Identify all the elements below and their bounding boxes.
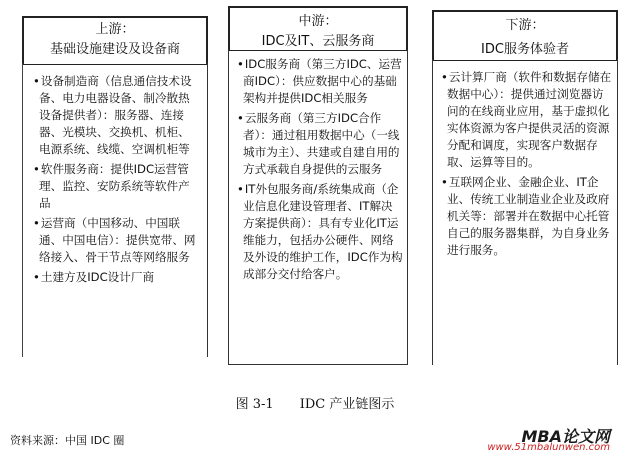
- midstream-body: [228, 50, 408, 365]
- upstream-header: [22, 16, 208, 65]
- midstream-item: • IT外包服务商/系统集成商（企业信息化建设管理者、IT解决方案提供商）：具有专业化IT运维能力，包括办公硬件、网络及外设的维护工作，IDC作为构成部分交付给客户。: [237, 181, 403, 283]
- upstream-item: • 设备制造商（信息通信技术设备、电力电器设备、制冷散热设备提供者）：服务器、连接器、光模块、交换机、机柜、电源系统、线缆、空调机柜等: [33, 73, 201, 158]
- downstream-header: [432, 10, 618, 61]
- downstream-item: • 互联网企业、金融企业、IT企业、传统工业制造业企业及政府机关等：部署并在数据中心托管自己的服务器集群，为自身业务进行服务。: [441, 174, 613, 259]
- midstream-header: [228, 6, 408, 51]
- figure-caption: 图 3-1 IDC 产业链图示: [235, 397, 395, 412]
- midstream-item: • 云服务商（第三方IDC合作者）：通过租用数据中心（一线城市为主）、共建或自建自用的方式承载自身提供的云服务: [237, 110, 403, 178]
- downstream-item: • 云计算厂商（软件和数据存储在数据中心）：提供通过浏览器访问的在线商业应用，基于虚拟化实体资源为客户提供灵活的资源分配和调度，实现客户数据存取、运算等目的。: [441, 69, 613, 171]
- downstream-title: 下游：: [505, 18, 545, 33]
- upstream-subtitle: 基础设施建设及设备商: [49, 42, 180, 57]
- upstream-item: • 运营商（中国移动、中国联通、中国电信）：提供宽带、网络接入、骨干节点等网络服务: [33, 215, 201, 266]
- midstream-subtitle: IDC及IT、云服务商: [261, 34, 375, 49]
- downstream-subtitle: IDC服务体验者: [481, 42, 569, 57]
- upstream-body: [22, 63, 208, 357]
- upstream-item: • 土建方及IDC设计厂商: [33, 269, 201, 286]
- midstream-bottom-line: [228, 364, 408, 365]
- upstream-item: • 软件服务商：提供IDC运营管理、监控、安防系统等软件产品: [33, 161, 201, 212]
- watermark-brand: MBA论文网: [521, 427, 610, 446]
- source-note: 资料来源：中国 IDC 圈: [10, 434, 125, 447]
- downstream-body: [432, 59, 618, 365]
- midstream-item: • IDC服务商（第三方IDC、运营商IDC）：供应数据中心的基础架构并提供IDC相关服务: [237, 56, 403, 107]
- watermark-url: www.51mbalunwen.com: [487, 442, 610, 453]
- upstream-title: 上游：: [95, 22, 135, 37]
- midstream-title: 中游：: [298, 14, 338, 29]
